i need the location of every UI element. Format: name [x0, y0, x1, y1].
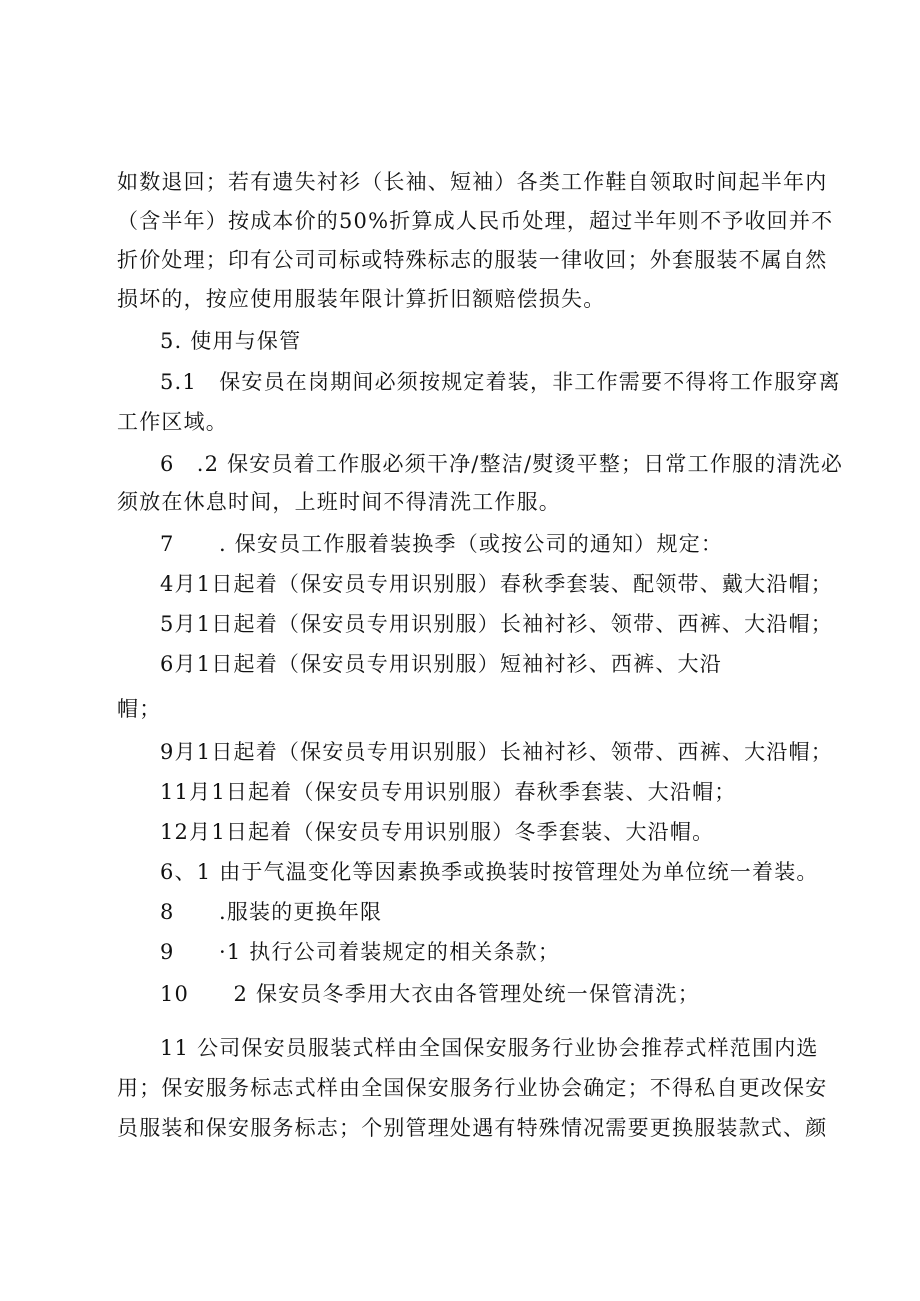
paragraph-line: 5.1 保安员在岗期间必须按规定着装，非工作需要不得将工作服穿离	[160, 370, 841, 394]
paragraph-line: 员服装和保安服务标志；个别管理处遇有特殊情况需要更换服装款式、颜	[117, 1116, 828, 1140]
paragraph-line: 损坏的，按应使用服装年限计算折旧额赔偿损失。	[117, 287, 606, 311]
paragraph-line: 如数退回；若有遗失衬衫（长袖、短袖）各类工作鞋自领取时间起半年内	[117, 170, 828, 194]
paragraph-line: 11 公司保安员服装式样由全国保安服务行业协会推荐式样范围内选	[160, 1036, 819, 1060]
paragraph-line: 10 2 保安员冬季用大衣由各管理处统一保管清洗；	[160, 982, 700, 1006]
paragraph-line: 5月1日起着（保安员专用识别服）长袖衬衫、领带、西裤、大沿帽；	[160, 612, 833, 636]
paragraph-line: 9月1日起着（保安员专用识别服）长袖衬衫、领带、西裤、大沿帽；	[160, 740, 833, 764]
paragraph-line: 帽；	[117, 697, 162, 721]
paragraph-line: 6月1日起着（保安员专用识别服）短袖衬衫、西裤、大沿	[160, 652, 722, 676]
paragraph-line: （含半年）按成本价的50%折算成人民币处理，超过半年则不予收回并不	[117, 209, 834, 233]
paragraph-line: 8 .服装的更换年限	[160, 900, 383, 924]
section-heading: 5. 使用与保管	[160, 329, 302, 353]
paragraph-line: 12月1日起着（保安员专用识别服）冬季套装、大沿帽。	[160, 820, 715, 844]
paragraph-line: 用；保安服务标志式样由全国保安服务行业协会确定；不得私自更改保安	[117, 1076, 828, 1100]
paragraph-line: 6、1 由于气温变化等因素换季或换装时按管理处为单位统一着装。	[160, 860, 819, 884]
paragraph-line: 4月1日起着（保安员专用识别服）春秋季套装、配领带、戴大沿帽；	[160, 572, 833, 596]
paragraph-line: 6 .2 保安员着工作服必须干净/整洁/熨烫平整；日常工作服的清洗必	[160, 452, 844, 476]
paragraph-line: 7 . 保安员工作服着装换季（或按公司的通知）规定：	[160, 532, 724, 556]
paragraph-line: 工作区域。	[117, 410, 228, 434]
paragraph-line: 折价处理；印有公司司标或特殊标志的服装一律收回；外套服装不属自然	[117, 248, 828, 272]
paragraph-line: 9 ·1 执行公司着装规定的相关条款；	[160, 940, 561, 964]
paragraph-line: 11月1日起着（保安员专用识别服）春秋季套装、大沿帽；	[160, 780, 737, 804]
paragraph-line: 须放在休息时间，上班时间不得清洗工作服。	[117, 490, 561, 514]
